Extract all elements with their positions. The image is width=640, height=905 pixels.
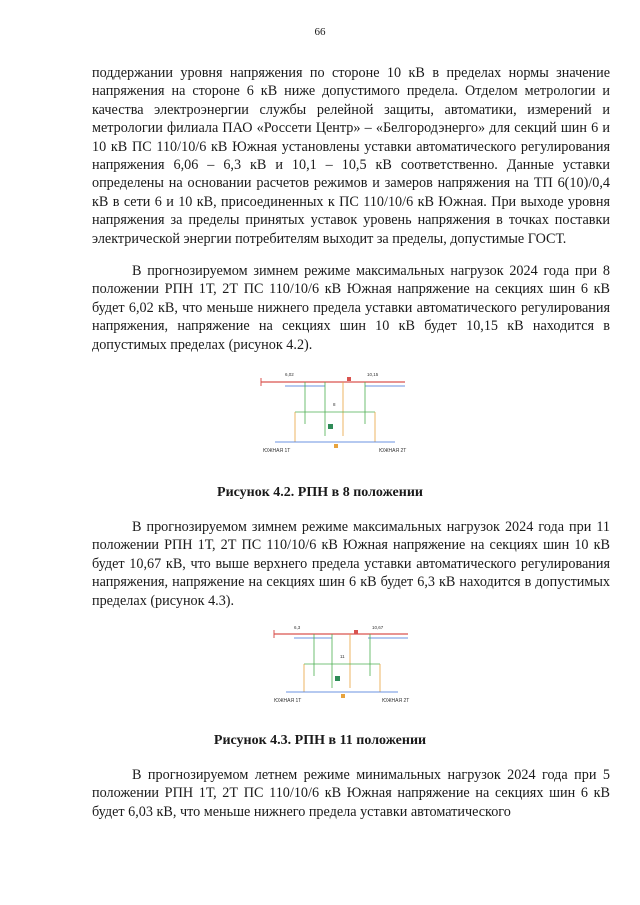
- bus-left-label: 6,3: [294, 625, 301, 630]
- paragraph-1: поддержании уровня напряжения по стороне 10 кВ в пределах нормы значение напряжения на стороне 6 кВ ниже допустимого предела. Отделом метрологии и качества электроэнергии службы релейной защиты, автоматики, измерений и метрологии филиала ПАО «Россети Центр» – «Белгородэнерго» для секций шин 6 и 10 кВ ПС 110/10/6 кВ Южная установлены уставки автоматического регулирования напряжения 6,06 – 6,3 кВ и 10,1 – 10,5 кВ соответственно. Данные уставки определены на основании расчетов режимов и замеров напряжения на ТП 6(10)/0,4 кВ в сети 6 и 10 кВ, присоединенных к ПС 110/10/6 кВ Южная. При выходе уровня напряжения за пределы принятых уставок уровень напряжения в точках поставки электрической энергии потребителям выходит за пределы, допустимые ГОСТ.: [92, 65, 610, 247]
- page-number: 66: [314, 26, 326, 38]
- breaker-marker: [347, 377, 351, 381]
- node-marker: [334, 444, 338, 448]
- figure-4-3-caption: Рисунок 4.3. РПН в 11 положении: [213, 733, 427, 748]
- paragraph-3: В прогнозируемом зимнем режиме максимальных нагрузок 2024 года при 11 положении РПН 1Т, 2Т ПС 110/10/6 кВ Южная напряжение на секциях шин 10 кВ будет 10,67 кВ, что выше верхнего предела уставки автоматического регулирования напряжения, напряжение на секциях шин 6 кВ будет 6,3 кВ находится в допустимых пределах (рисунок 4.3).: [92, 519, 610, 609]
- bus-left-label: 6,02: [285, 372, 294, 377]
- bus-right-label: 10,15: [367, 372, 379, 377]
- right-node-label: ЮЖНАЯ 2Т: [379, 448, 407, 454]
- node-marker: [335, 676, 340, 681]
- left-node-label: ЮЖНАЯ 1Т: [274, 698, 302, 704]
- figure-4-2-caption: Рисунок 4.2. РПН в 8 положении: [217, 485, 423, 500]
- paragraph-2: В прогнозируемом зимнем режиме максимальных нагрузок 2024 года при 8 положении РПН 1Т, 2Т ПС 110/10/6 кВ Южная напряжение на секциях шин 6 кВ будет 6,02 кВ, что меньше нижнего предела уставки автоматического регулирования напряжения, напряжение на секциях шин 10 кВ будет 10,15 кВ находится в допустимых пределах (рисунок 4.2).: [92, 263, 610, 353]
- breaker-marker: [354, 630, 358, 634]
- node-marker: [341, 694, 345, 698]
- figure-4-2-diagram: [255, 364, 417, 464]
- rpn-position-label: 11: [340, 654, 345, 659]
- right-node-label: ЮЖНАЯ 2Т: [382, 698, 410, 704]
- node-marker: [328, 424, 333, 429]
- left-node-label: ЮЖНАЯ 1Т: [263, 448, 291, 454]
- paragraph-4: В прогнозируемом летнем режиме минимальных нагрузок 2024 года при 5 положении РПН 1Т, 2Т ПС 110/10/6 кВ Южная напряжение на секциях шин 6 кВ будет 6,03 кВ, что меньше нижнего предела уставки автоматического: [92, 767, 610, 820]
- rpn-position-label: 8: [333, 402, 336, 407]
- bus-right-label: 10,67: [372, 625, 384, 630]
- figure-4-3-diagram: [268, 620, 418, 712]
